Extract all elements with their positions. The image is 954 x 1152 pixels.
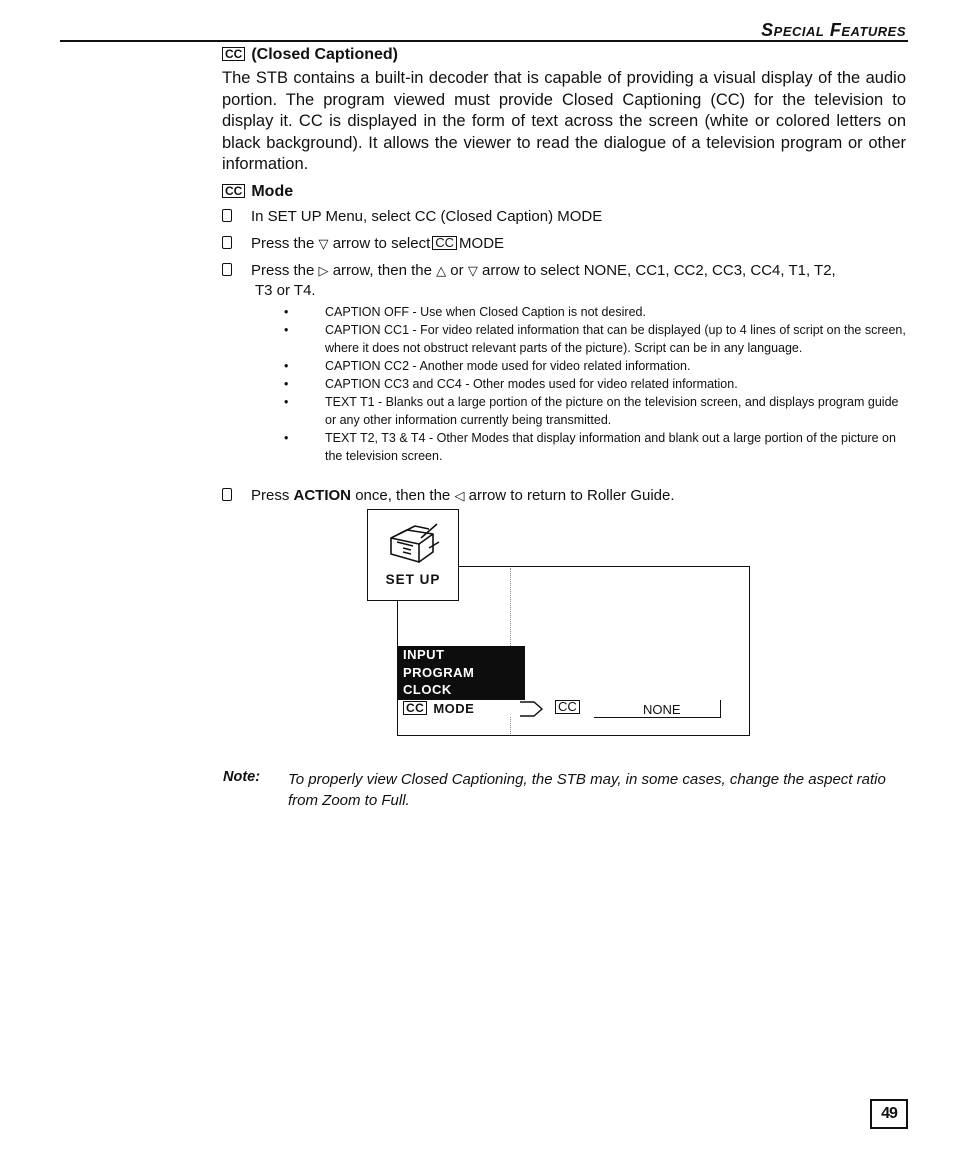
header-rule [60,40,908,42]
step-4 [222,486,906,506]
pointer-arrow-icon [520,699,544,719]
list-item: • CAPTION CC2 - Another mode used for video related information. [282,357,906,375]
cc-tag: CC [403,701,427,715]
cc-option-tag [553,700,582,715]
step-text: arrow to select [332,235,431,252]
closed-captioned-heading [222,46,398,64]
heading-text: Mode [251,183,294,200]
menu-item-program[interactable]: PROGRAM [403,664,475,680]
checkbox-bullet-icon [222,236,232,249]
cc-tag: CC [432,236,457,250]
step-1 [222,207,906,227]
menu-item-label: MODE [433,700,475,716]
heading-text: (Closed Captioned) [251,46,399,63]
mode-heading [222,183,293,201]
step-text: arrow to select NONE, CC1, CC2, CC3, CC4, T1, T2, [481,262,836,279]
right-arrow-icon: ▷ [318,263,329,278]
step-text: Press [251,487,290,504]
step-text: arrow to return to Roller Guide. [468,487,675,504]
intro-paragraph: The STB contains a built-in decoder that is capable of providing a visual display of the audio portion. The program viewed must provide Closed Captioning (CC) for the television to display it. CC is displayed in the form of text across the screen (white or colored letters on black background). It allows the viewer to read the dialogue of a television program or other information. [222,69,906,173]
step-text: MODE [459,235,505,252]
setup-label: SET UP [385,572,441,587]
up-arrow-icon: △ [436,263,447,278]
list-item: • CAPTION CC3 and CC4 - Other modes used for video related information. [282,375,906,393]
setup-menu-tile [367,509,459,601]
step-3 [222,261,906,301]
step-text: arrow, then the [332,262,432,279]
step-2 [222,234,906,254]
step-continuation: T3 or T4. [255,282,316,299]
cc-tag: CC [222,184,245,198]
note-text: To properly view Closed Captioning, the STB may, in some cases, change the aspect ratio from Zoom to Full. [288,771,886,809]
cc-mode-value: NONE [643,702,681,717]
menu-item-input[interactable]: INPUT [403,647,445,662]
toolbox-icon [385,520,441,568]
step-text: or [450,262,464,279]
checkbox-bullet-icon [222,263,232,276]
list-item: • CAPTION CC1 - For video related information that can be displayed (up to 4 lines of script on the screen, where it does not obstruct relevant parts of the picture). Script can be in any language. [282,321,906,357]
step-text: Press the [251,262,315,279]
page-number: 49 [870,1099,908,1129]
left-arrow-icon: ◁ [454,488,465,503]
note-label: Note: [223,769,261,785]
list-item: • TEXT T1 - Blanks out a large portion of the picture on the television screen, and displays program guide or any other information currently being transmitted. [282,393,906,429]
action-key-label: ACTION [293,487,352,504]
step-text: once, then the [355,487,451,504]
cc-tag: CC [222,47,245,61]
list-item: • TEXT T2, T3 & T4 - Other Modes that display information and blank out a large portion of the picture on the television screen. [282,429,906,465]
menu-item-clock[interactable]: CLOCK [403,682,452,697]
cc-mode-value-field[interactable] [594,700,721,718]
menu-item-cc-mode[interactable] [398,699,525,718]
caption-mode-list [282,303,906,465]
checkbox-bullet-icon [222,209,232,222]
list-item: • CAPTION OFF - Use when Closed Caption is not desired. [282,303,906,321]
setup-menu-list [398,646,525,717]
cc-tag: CC [555,700,580,714]
down-arrow-icon: ▽ [467,263,478,278]
section-header: Special Features [761,20,906,40]
step-text: Press the [251,235,315,252]
step-text: In SET UP Menu, select CC (Closed Caption) MODE [251,208,603,225]
down-arrow-icon: ▽ [318,236,329,251]
checkbox-bullet-icon [222,488,232,501]
